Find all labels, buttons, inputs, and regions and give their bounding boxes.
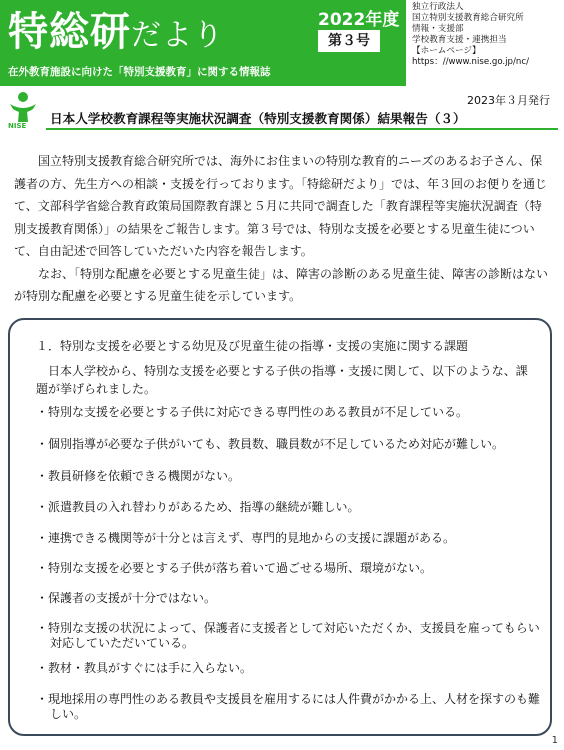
homepage-link[interactable]: https：//www.nise.go.jp/nc/ xyxy=(412,57,529,67)
org-line: 情報・支援部 xyxy=(412,24,464,34)
issue-item: ・保護者の支援が十分ではない。 xyxy=(36,591,217,605)
issue-item: ・特別な支援を必要とする子供が落ち着いて過ごせる場所、環境がない。 xyxy=(36,561,433,575)
issue-item: ・教員研修を依頼できる機関がない。 xyxy=(36,469,241,483)
intro-text xyxy=(14,150,550,308)
masthead-subtitle: 在外教育施設に向けた「特別支援教育」に関する情報誌 xyxy=(8,66,271,78)
section-intro: 日本人学校から、特別な支援を必要とする子供の指導・支援に関して、以下のような、課題が挙げられました。 xyxy=(36,364,528,396)
title-kana: だより xyxy=(131,18,224,53)
masthead xyxy=(0,0,406,86)
issue-item: ・派遣教員の入れ替わりがあるため、指導の継続が難しい。 xyxy=(36,500,360,514)
report-title: 日本人学校教育課程等実施状況調査（特別支援教育関係）結果報告（３） xyxy=(50,111,466,126)
issue-item: ・教材・教具がすぐには手に入らない。 xyxy=(36,661,253,675)
issue-number-badge: 第３号 xyxy=(318,30,380,52)
title-kanji: 特総研 xyxy=(8,9,131,55)
issue-item: ・現地採用の専門性のある教員や支援員を雇用するには人件費がかかる上、人材を探すのも難しい。 xyxy=(36,692,541,721)
section-heading: １．特別な支援を必要とする幼児及び児童生徒の指導・支援の実施に関する課題 xyxy=(36,339,469,353)
fiscal-year: 2022年度 xyxy=(318,10,400,30)
issue-item: ・特別な支援の状況によって、保護者に支援者として対応いただくか、支援員を雇ってもらい対応していただいている。 xyxy=(36,621,540,650)
issue-date: 2023年３月発行 xyxy=(467,94,550,107)
publisher-info xyxy=(412,2,562,68)
newsletter-title xyxy=(8,8,224,60)
org-line: 【ホームページ】 xyxy=(412,46,481,56)
issue-item: ・特別な支援を必要とする子供に対応できる専門性のある教員が不足している。 xyxy=(36,405,469,419)
org-line: 学校教育支援・連携担当 xyxy=(412,35,507,45)
logo-text: NISE xyxy=(8,122,27,130)
intro-paragraph: なお、「特別な配慮を必要とする児童生徒」は、障害の診断のある児童生徒、障害の診断はないが特別な配慮を必要とする児童生徒を示しています。 xyxy=(14,266,549,303)
issue-item: ・連携できる機関等が十分とは言えず、専門的見地からの支援に課題がある。 xyxy=(36,531,456,545)
intro-paragraph: 国立特別支援教育総合研究所では、海外にお住まいの特別な教育的ニーズのあるお子さん、保護者の方、先生方への相談・支援を行っております。「特総研だより」では、年３回のお便りを通じて、文部科学省総合教育政策局国際教育課と５月に共同で調査した「教育課程等実施状況調査（特別支援教育関係）」の結果をご報告します。第３号では、特別な支援を必要とする児童生徒について、自由記述で回答していただいた内容を報告します。 xyxy=(14,154,548,258)
page-number: 1 xyxy=(551,735,558,746)
org-line: 独立行政法人 xyxy=(412,2,464,12)
title-divider xyxy=(46,128,558,130)
issue-item: ・個別指導が必要な子供がいても、教員数、職員数が不足しているため対応が難しい。 xyxy=(36,437,505,451)
org-line: 国立特別支援教育総合研究所 xyxy=(412,13,524,23)
